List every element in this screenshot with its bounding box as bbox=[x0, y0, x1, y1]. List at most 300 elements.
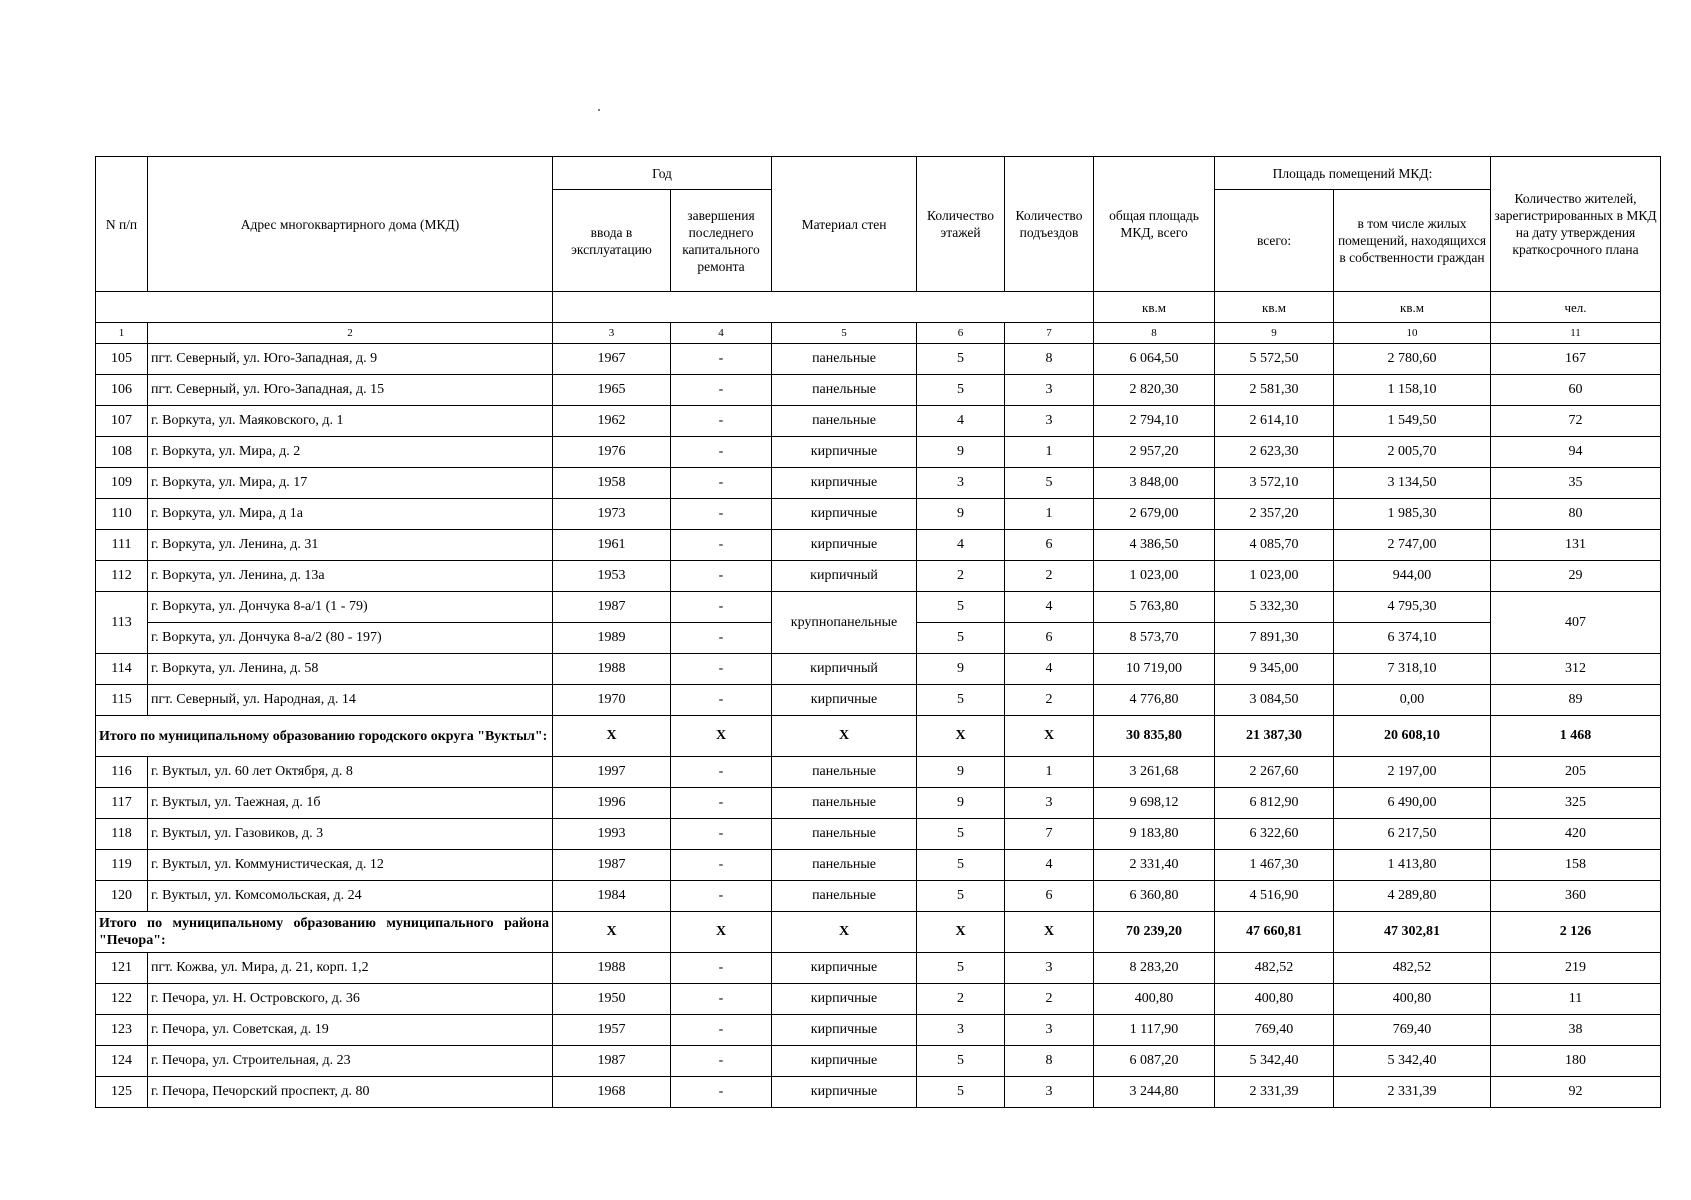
row-premises-private: 1 985,30 bbox=[1334, 499, 1491, 530]
row-year-commission: 1957 bbox=[553, 1015, 671, 1046]
row-entrances: 7 bbox=[1005, 819, 1094, 850]
row-residents: 180 bbox=[1491, 1046, 1661, 1077]
row-number: 105 bbox=[96, 344, 148, 375]
header-premises-group: Площадь помещений МКД: bbox=[1215, 157, 1491, 190]
row-entrances: 3 bbox=[1005, 406, 1094, 437]
row-number: 121 bbox=[96, 953, 148, 984]
row-premises-all: 2 267,60 bbox=[1215, 757, 1334, 788]
row-residents: 92 bbox=[1491, 1077, 1661, 1108]
row-material: панельные bbox=[772, 757, 917, 788]
column-number: 10 bbox=[1334, 323, 1491, 344]
row-entrances: 4 bbox=[1005, 592, 1094, 623]
row-floors: 9 bbox=[917, 499, 1005, 530]
table-row bbox=[96, 984, 1661, 1015]
row-premises-private: 6 217,50 bbox=[1334, 819, 1491, 850]
row-address: г. Печора, ул. Н. Островского, д. 36 bbox=[148, 984, 553, 1015]
row-premises-all: 2 614,10 bbox=[1215, 406, 1334, 437]
row-year-commission: 1967 bbox=[553, 344, 671, 375]
row-premises-all: 5 342,40 bbox=[1215, 1046, 1334, 1077]
row-residents: 205 bbox=[1491, 757, 1661, 788]
row-floors: 5 bbox=[917, 1077, 1005, 1108]
total-x-mark: X bbox=[772, 716, 917, 757]
row-material: кирпичные bbox=[772, 530, 917, 561]
row-year-repair: - bbox=[671, 561, 772, 592]
row-year-repair: - bbox=[671, 530, 772, 561]
row-total-area: 2 679,00 bbox=[1094, 499, 1215, 530]
row-year-commission: 1962 bbox=[553, 406, 671, 437]
row-entrances: 8 bbox=[1005, 344, 1094, 375]
scan-speck bbox=[598, 109, 600, 111]
row-address: пгт. Северный, ул. Юго-Западная, д. 15 bbox=[148, 375, 553, 406]
row-premises-private: 7 318,10 bbox=[1334, 654, 1491, 685]
row-year-commission: 1988 bbox=[553, 953, 671, 984]
table-row bbox=[96, 499, 1661, 530]
total-premises-private: 20 608,10 bbox=[1334, 716, 1491, 757]
row-number: 109 bbox=[96, 468, 148, 499]
row-premises-private: 2 005,70 bbox=[1334, 437, 1491, 468]
row-premises-private: 482,52 bbox=[1334, 953, 1491, 984]
row-floors: 2 bbox=[917, 984, 1005, 1015]
row-year-commission: 1970 bbox=[553, 685, 671, 716]
table-row bbox=[96, 344, 1661, 375]
row-total-area: 3 261,68 bbox=[1094, 757, 1215, 788]
row-year-commission: 1993 bbox=[553, 819, 671, 850]
header-material: Материал стен bbox=[772, 157, 917, 292]
row-material: кирпичные bbox=[772, 984, 917, 1015]
row-total-area: 9 183,80 bbox=[1094, 819, 1215, 850]
row-premises-all: 2 581,30 bbox=[1215, 375, 1334, 406]
total-label: Итого по муниципальному образованию муниципального района "Печора": bbox=[96, 912, 553, 953]
row-number: 112 bbox=[96, 561, 148, 592]
table-row bbox=[96, 788, 1661, 819]
row-year-repair: - bbox=[671, 788, 772, 819]
row-address: г. Печора, ул. Строительная, д. 23 bbox=[148, 1046, 553, 1077]
row-year-commission: 1988 bbox=[553, 654, 671, 685]
row-address: г. Воркута, ул. Мира, д. 17 bbox=[148, 468, 553, 499]
row-entrances: 6 bbox=[1005, 623, 1094, 654]
row-material: панельные bbox=[772, 375, 917, 406]
row-number: 111 bbox=[96, 530, 148, 561]
row-premises-private: 5 342,40 bbox=[1334, 1046, 1491, 1077]
table-row bbox=[96, 654, 1661, 685]
row-premises-all: 6 812,90 bbox=[1215, 788, 1334, 819]
row-material: кирпичные bbox=[772, 499, 917, 530]
row-premises-all: 3 084,50 bbox=[1215, 685, 1334, 716]
row-number: 116 bbox=[96, 757, 148, 788]
row-residents: 38 bbox=[1491, 1015, 1661, 1046]
row-entrances: 2 bbox=[1005, 561, 1094, 592]
header-year-repair: завершения последнего капитального ремонта bbox=[671, 190, 772, 292]
table-row bbox=[96, 530, 1661, 561]
row-year-repair: - bbox=[671, 344, 772, 375]
row-floors: 5 bbox=[917, 819, 1005, 850]
total-x-mark: X bbox=[1005, 912, 1094, 953]
row-entrances: 3 bbox=[1005, 953, 1094, 984]
row-residents: 325 bbox=[1491, 788, 1661, 819]
row-number: 117 bbox=[96, 788, 148, 819]
row-residents: 60 bbox=[1491, 375, 1661, 406]
row-premises-private: 4 289,80 bbox=[1334, 881, 1491, 912]
row-year-repair: - bbox=[671, 468, 772, 499]
row-year-commission: 1997 bbox=[553, 757, 671, 788]
unit-area: кв.м bbox=[1334, 292, 1491, 323]
table-row bbox=[96, 561, 1661, 592]
row-entrances: 3 bbox=[1005, 375, 1094, 406]
table-row bbox=[96, 685, 1661, 716]
total-area: 70 239,20 bbox=[1094, 912, 1215, 953]
total-x-mark: X bbox=[917, 716, 1005, 757]
row-address: г. Воркута, ул. Дончука 8-а/1 (1 - 79) bbox=[148, 592, 553, 623]
row-entrances: 1 bbox=[1005, 499, 1094, 530]
row-year-commission: 1996 bbox=[553, 788, 671, 819]
table-row bbox=[96, 437, 1661, 468]
row-year-commission: 1984 bbox=[553, 881, 671, 912]
row-premises-all: 4 085,70 bbox=[1215, 530, 1334, 561]
row-number: 107 bbox=[96, 406, 148, 437]
row-premises-private: 769,40 bbox=[1334, 1015, 1491, 1046]
row-residents: 407 bbox=[1491, 592, 1661, 654]
row-year-repair: - bbox=[671, 850, 772, 881]
total-row bbox=[96, 912, 1661, 953]
row-floors: 5 bbox=[917, 850, 1005, 881]
row-material: панельные bbox=[772, 344, 917, 375]
row-address: г. Воркута, ул. Мира, д. 2 bbox=[148, 437, 553, 468]
row-material: кирпичные bbox=[772, 1046, 917, 1077]
row-residents: 11 bbox=[1491, 984, 1661, 1015]
row-premises-private: 1 413,80 bbox=[1334, 850, 1491, 881]
row-material: кирпичные bbox=[772, 685, 917, 716]
row-residents: 94 bbox=[1491, 437, 1661, 468]
column-number: 2 bbox=[148, 323, 553, 344]
row-address: пгт. Северный, ул. Народная, д. 14 bbox=[148, 685, 553, 716]
row-total-area: 1 023,00 bbox=[1094, 561, 1215, 592]
row-residents: 312 bbox=[1491, 654, 1661, 685]
header-floors: Количество этажей bbox=[917, 157, 1005, 292]
column-number: 9 bbox=[1215, 323, 1334, 344]
row-material: панельные bbox=[772, 788, 917, 819]
row-number: 119 bbox=[96, 850, 148, 881]
row-address: г. Вуктыл, ул. 60 лет Октября, д. 8 bbox=[148, 757, 553, 788]
total-x-mark: X bbox=[553, 912, 671, 953]
row-floors: 5 bbox=[917, 685, 1005, 716]
row-total-area: 10 719,00 bbox=[1094, 654, 1215, 685]
table-row bbox=[96, 850, 1661, 881]
row-premises-private: 4 795,30 bbox=[1334, 592, 1491, 623]
row-year-repair: - bbox=[671, 757, 772, 788]
row-total-area: 4 776,80 bbox=[1094, 685, 1215, 716]
row-residents: 29 bbox=[1491, 561, 1661, 592]
column-number: 8 bbox=[1094, 323, 1215, 344]
row-address: г. Воркута, ул. Мира, д 1а bbox=[148, 499, 553, 530]
column-number: 1 bbox=[96, 323, 148, 344]
row-number: 125 bbox=[96, 1077, 148, 1108]
header-total-area: общая площадь МКД, всего bbox=[1094, 157, 1215, 292]
row-year-commission: 1989 bbox=[553, 623, 671, 654]
column-number-row bbox=[96, 323, 1661, 344]
total-x-mark: X bbox=[1005, 716, 1094, 757]
row-entrances: 4 bbox=[1005, 850, 1094, 881]
table-row bbox=[96, 1077, 1661, 1108]
row-material: кирпичные bbox=[772, 468, 917, 499]
row-premises-private: 400,80 bbox=[1334, 984, 1491, 1015]
unit-people: чел. bbox=[1491, 292, 1661, 323]
total-label: Итого по муниципальному образованию городского округа "Вуктыл": bbox=[96, 716, 553, 757]
row-premises-all: 3 572,10 bbox=[1215, 468, 1334, 499]
row-material: кирпичные bbox=[772, 1077, 917, 1108]
row-year-repair: - bbox=[671, 685, 772, 716]
housing-table bbox=[95, 156, 1661, 1108]
table-row bbox=[96, 1046, 1661, 1077]
table-row bbox=[96, 375, 1661, 406]
row-total-area: 3 244,80 bbox=[1094, 1077, 1215, 1108]
row-material: кирпичные bbox=[772, 1015, 917, 1046]
row-floors: 4 bbox=[917, 530, 1005, 561]
row-total-area: 2 820,30 bbox=[1094, 375, 1215, 406]
table-row bbox=[96, 406, 1661, 437]
row-address: г. Печора, ул. Советская, д. 19 bbox=[148, 1015, 553, 1046]
row-floors: 5 bbox=[917, 592, 1005, 623]
row-premises-all: 1 467,30 bbox=[1215, 850, 1334, 881]
row-entrances: 6 bbox=[1005, 530, 1094, 561]
row-residents: 167 bbox=[1491, 344, 1661, 375]
row-premises-all: 1 023,00 bbox=[1215, 561, 1334, 592]
total-premises-private: 47 302,81 bbox=[1334, 912, 1491, 953]
row-premises-private: 6 490,00 bbox=[1334, 788, 1491, 819]
total-x-mark: X bbox=[671, 912, 772, 953]
row-year-commission: 1961 bbox=[553, 530, 671, 561]
total-x-mark: X bbox=[553, 716, 671, 757]
row-number: 113 bbox=[96, 592, 148, 654]
row-premises-all: 482,52 bbox=[1215, 953, 1334, 984]
total-residents: 1 468 bbox=[1491, 716, 1661, 757]
row-entrances: 5 bbox=[1005, 468, 1094, 499]
row-entrances: 3 bbox=[1005, 1015, 1094, 1046]
row-premises-all: 400,80 bbox=[1215, 984, 1334, 1015]
row-premises-all: 769,40 bbox=[1215, 1015, 1334, 1046]
row-address: г. Вуктыл, ул. Комсомольская, д. 24 bbox=[148, 881, 553, 912]
header-year-commission: ввода в эксплуатацию bbox=[553, 190, 671, 292]
column-number: 7 bbox=[1005, 323, 1094, 344]
row-total-area: 5 763,80 bbox=[1094, 592, 1215, 623]
row-address: г. Воркута, ул. Ленина, д. 13а bbox=[148, 561, 553, 592]
row-floors: 5 bbox=[917, 623, 1005, 654]
row-floors: 3 bbox=[917, 1015, 1005, 1046]
total-area: 30 835,80 bbox=[1094, 716, 1215, 757]
row-premises-all: 2 357,20 bbox=[1215, 499, 1334, 530]
row-address: г. Воркута, ул. Маяковского, д. 1 bbox=[148, 406, 553, 437]
row-total-area: 1 117,90 bbox=[1094, 1015, 1215, 1046]
table-row bbox=[96, 592, 1661, 623]
row-total-area: 9 698,12 bbox=[1094, 788, 1215, 819]
unit-area: кв.м bbox=[1215, 292, 1334, 323]
row-floors: 9 bbox=[917, 437, 1005, 468]
row-premises-all: 2 331,39 bbox=[1215, 1077, 1334, 1108]
row-year-commission: 1987 bbox=[553, 1046, 671, 1077]
row-premises-all: 5 572,50 bbox=[1215, 344, 1334, 375]
row-residents: 89 bbox=[1491, 685, 1661, 716]
row-year-repair: - bbox=[671, 654, 772, 685]
row-address: г. Воркута, ул. Ленина, д. 58 bbox=[148, 654, 553, 685]
row-total-area: 6 087,20 bbox=[1094, 1046, 1215, 1077]
unit-blank bbox=[96, 292, 553, 323]
row-premises-all: 4 516,90 bbox=[1215, 881, 1334, 912]
row-number: 114 bbox=[96, 654, 148, 685]
column-number: 5 bbox=[772, 323, 917, 344]
unit-blank bbox=[553, 292, 1094, 323]
table-row bbox=[96, 953, 1661, 984]
table-row bbox=[96, 468, 1661, 499]
row-year-repair: - bbox=[671, 1015, 772, 1046]
row-residents: 131 bbox=[1491, 530, 1661, 561]
row-year-repair: - bbox=[671, 984, 772, 1015]
row-floors: 9 bbox=[917, 757, 1005, 788]
total-x-mark: X bbox=[671, 716, 772, 757]
table-row bbox=[96, 757, 1661, 788]
row-floors: 9 bbox=[917, 788, 1005, 819]
header-residents: Количество жителей, зарегистрированных в МКД на дату утверждения краткосрочного плана bbox=[1491, 157, 1661, 292]
row-floors: 2 bbox=[917, 561, 1005, 592]
column-number: 4 bbox=[671, 323, 772, 344]
row-year-commission: 1973 bbox=[553, 499, 671, 530]
row-year-commission: 1958 bbox=[553, 468, 671, 499]
total-premises-all: 47 660,81 bbox=[1215, 912, 1334, 953]
row-total-area: 8 573,70 bbox=[1094, 623, 1215, 654]
row-floors: 5 bbox=[917, 953, 1005, 984]
row-address: пгт. Северный, ул. Юго-Западная, д. 9 bbox=[148, 344, 553, 375]
row-material: кирпичные bbox=[772, 953, 917, 984]
total-row bbox=[96, 716, 1661, 757]
header-entrances: Количество подъездов bbox=[1005, 157, 1094, 292]
row-entrances: 8 bbox=[1005, 1046, 1094, 1077]
row-number: 115 bbox=[96, 685, 148, 716]
row-number: 110 bbox=[96, 499, 148, 530]
row-material: кирпичные bbox=[772, 437, 917, 468]
row-floors: 5 bbox=[917, 1046, 1005, 1077]
row-total-area: 8 283,20 bbox=[1094, 953, 1215, 984]
table-row bbox=[96, 1015, 1661, 1046]
row-residents: 158 bbox=[1491, 850, 1661, 881]
row-floors: 3 bbox=[917, 468, 1005, 499]
row-premises-private: 2 197,00 bbox=[1334, 757, 1491, 788]
row-premises-all: 6 322,60 bbox=[1215, 819, 1334, 850]
row-floors: 9 bbox=[917, 654, 1005, 685]
header-address: Адрес многоквартирного дома (МКД) bbox=[148, 157, 553, 292]
row-entrances: 3 bbox=[1005, 1077, 1094, 1108]
row-year-repair: - bbox=[671, 881, 772, 912]
row-premises-private: 2 747,00 bbox=[1334, 530, 1491, 561]
row-number: 118 bbox=[96, 819, 148, 850]
table-row bbox=[96, 881, 1661, 912]
row-year-repair: - bbox=[671, 437, 772, 468]
row-year-repair: - bbox=[671, 375, 772, 406]
row-year-repair: - bbox=[671, 623, 772, 654]
row-total-area: 400,80 bbox=[1094, 984, 1215, 1015]
row-premises-private: 6 374,10 bbox=[1334, 623, 1491, 654]
row-residents: 360 bbox=[1491, 881, 1661, 912]
row-address: г. Вуктыл, ул. Газовиков, д. 3 bbox=[148, 819, 553, 850]
total-x-mark: X bbox=[917, 912, 1005, 953]
row-year-repair: - bbox=[671, 1046, 772, 1077]
row-year-commission: 1965 bbox=[553, 375, 671, 406]
row-number: 108 bbox=[96, 437, 148, 468]
row-year-commission: 1953 bbox=[553, 561, 671, 592]
row-premises-all: 7 891,30 bbox=[1215, 623, 1334, 654]
table-row bbox=[96, 819, 1661, 850]
header-premises-private: в том числе жилых помещений, находящихся в собственности граждан bbox=[1334, 190, 1491, 292]
total-premises-all: 21 387,30 bbox=[1215, 716, 1334, 757]
column-number: 11 bbox=[1491, 323, 1661, 344]
row-entrances: 2 bbox=[1005, 685, 1094, 716]
row-residents: 35 bbox=[1491, 468, 1661, 499]
row-material: крупнопанельные bbox=[772, 592, 917, 654]
row-material: панельные bbox=[772, 850, 917, 881]
row-material: кирпичный bbox=[772, 654, 917, 685]
row-premises-private: 3 134,50 bbox=[1334, 468, 1491, 499]
row-material: панельные bbox=[772, 881, 917, 912]
row-number: 120 bbox=[96, 881, 148, 912]
row-residents: 420 bbox=[1491, 819, 1661, 850]
row-total-area: 2 957,20 bbox=[1094, 437, 1215, 468]
row-address: пгт. Кожва, ул. Мира, д. 21, корп. 1,2 bbox=[148, 953, 553, 984]
row-premises-all: 9 345,00 bbox=[1215, 654, 1334, 685]
header-premises-all: всего: bbox=[1215, 190, 1334, 292]
row-total-area: 2 794,10 bbox=[1094, 406, 1215, 437]
row-material: панельные bbox=[772, 406, 917, 437]
row-total-area: 3 848,00 bbox=[1094, 468, 1215, 499]
row-year-commission: 1968 bbox=[553, 1077, 671, 1108]
row-premises-private: 0,00 bbox=[1334, 685, 1491, 716]
row-number: 124 bbox=[96, 1046, 148, 1077]
header-num: N п/п bbox=[96, 157, 148, 292]
row-material: кирпичный bbox=[772, 561, 917, 592]
row-year-repair: - bbox=[671, 1077, 772, 1108]
row-number: 122 bbox=[96, 984, 148, 1015]
row-year-commission: 1987 bbox=[553, 592, 671, 623]
row-address: г. Печора, Печорский проспект, д. 80 bbox=[148, 1077, 553, 1108]
row-address: г. Вуктыл, ул. Таежная, д. 1б bbox=[148, 788, 553, 819]
row-residents: 219 bbox=[1491, 953, 1661, 984]
row-year-repair: - bbox=[671, 953, 772, 984]
row-residents: 72 bbox=[1491, 406, 1661, 437]
row-year-repair: - bbox=[671, 406, 772, 437]
row-floors: 4 bbox=[917, 406, 1005, 437]
row-number: 123 bbox=[96, 1015, 148, 1046]
row-premises-private: 2 331,39 bbox=[1334, 1077, 1491, 1108]
row-entrances: 3 bbox=[1005, 788, 1094, 819]
row-premises-private: 944,00 bbox=[1334, 561, 1491, 592]
row-premises-private: 2 780,60 bbox=[1334, 344, 1491, 375]
row-entrances: 6 bbox=[1005, 881, 1094, 912]
row-total-area: 6 360,80 bbox=[1094, 881, 1215, 912]
row-entrances: 1 bbox=[1005, 757, 1094, 788]
row-material: панельные bbox=[772, 819, 917, 850]
row-premises-all: 5 332,30 bbox=[1215, 592, 1334, 623]
row-year-commission: 1987 bbox=[553, 850, 671, 881]
row-year-commission: 1976 bbox=[553, 437, 671, 468]
row-number: 106 bbox=[96, 375, 148, 406]
row-entrances: 4 bbox=[1005, 654, 1094, 685]
row-floors: 5 bbox=[917, 375, 1005, 406]
row-entrances: 1 bbox=[1005, 437, 1094, 468]
row-address: г. Воркута, ул. Ленина, д. 31 bbox=[148, 530, 553, 561]
row-year-repair: - bbox=[671, 592, 772, 623]
row-premises-private: 1 549,50 bbox=[1334, 406, 1491, 437]
row-year-repair: - bbox=[671, 819, 772, 850]
row-year-repair: - bbox=[671, 499, 772, 530]
header-year-group: Год bbox=[553, 157, 772, 190]
row-address: г. Вуктыл, ул. Коммунистическая, д. 12 bbox=[148, 850, 553, 881]
row-floors: 5 bbox=[917, 344, 1005, 375]
